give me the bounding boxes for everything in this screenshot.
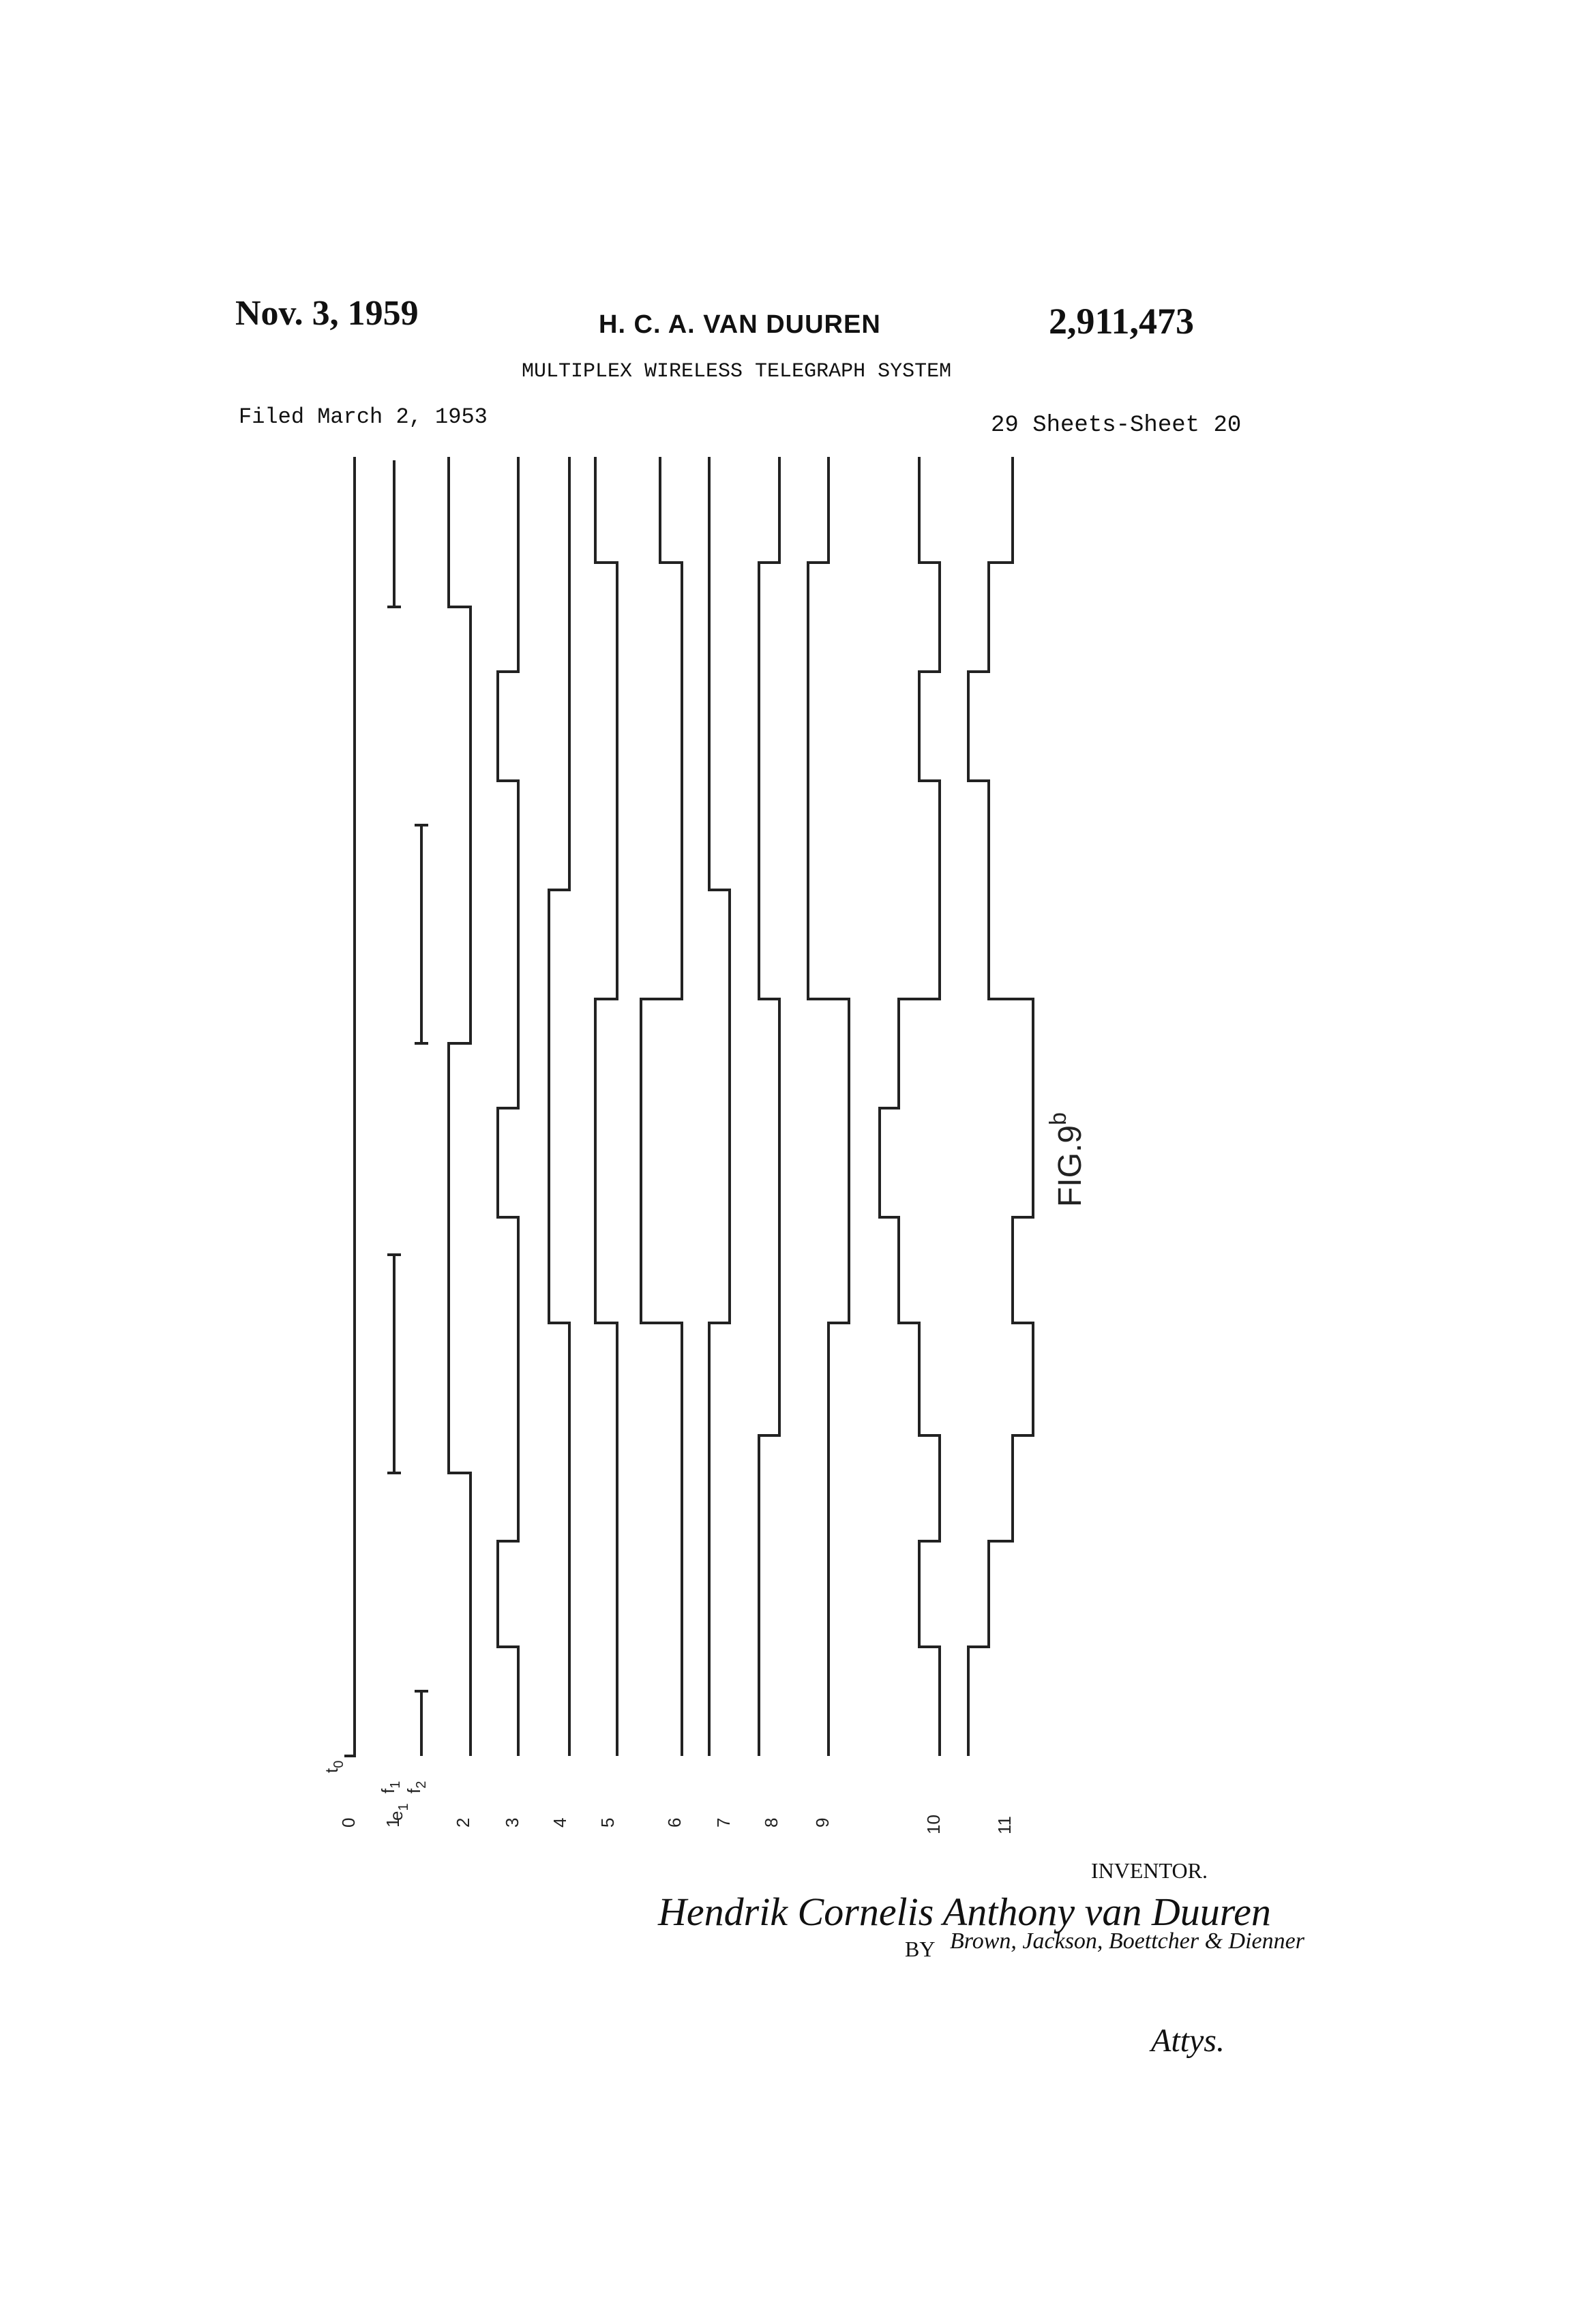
signal-line-7 [709,457,730,1756]
line-label-1: 1 [383,1817,403,1828]
attys-label: Attys. [1151,2023,1225,2059]
attorney-signature: Brown, Jackson, Boettcher & Dienner [950,1928,1304,1954]
line-label-6: 6 [664,1817,685,1828]
patent-date: Nov. 3, 1959 [235,294,419,333]
line-label-5: 5 [597,1817,618,1828]
line-number-labels [338,1815,1015,1834]
patent-number: 2,911,473 [1049,301,1195,342]
line-label-8: 8 [761,1817,781,1828]
signal-line-11 [968,457,1033,1756]
signal-line-1 [387,460,401,1473]
line-label-3: 3 [502,1817,522,1828]
f2-label: $f_2$ [404,1781,429,1793]
signal-line-4 [549,457,569,1756]
line-label-10: 10 [923,1815,944,1834]
signal-line-2 [449,457,471,1756]
line-label-0: 0 [338,1817,359,1828]
t0-label: $t_0$ [321,1760,346,1773]
line-label-11: 11 [994,1816,1015,1834]
filed-date: Filed March 2, 1953 [239,404,488,430]
signal-line-3 [498,457,518,1756]
signal-line-1b [415,825,428,1756]
by-label: BY [905,1937,936,1961]
signal-line-9 [808,457,849,1756]
line-label-4: 4 [550,1817,570,1828]
sheet-count: 29 Sheets-Sheet 20 [991,413,1242,438]
inventor-signature: Hendrik Cornelis Anthony van Duuren [658,1890,1271,1934]
figure-label: FIG.9$^b$ [1045,1112,1088,1207]
f1-label: $f_1$ [378,1781,403,1793]
signal-line-0 [344,457,355,1756]
line-label-9: 9 [812,1817,833,1828]
inventor-label: INVENTOR. [1091,1858,1208,1883]
inventor-name: H. C. A. VAN DUUREN [599,310,881,339]
patent-title: MULTIPLEX WIRELESS TELEGRAPH SYSTEM [522,360,952,383]
line-label-2: 2 [453,1817,473,1828]
signal-line-10 [880,457,940,1756]
line-label-7: 7 [713,1817,734,1828]
signal-line-5 [595,457,617,1756]
signal-line-6 [641,457,682,1756]
signal-line-8 [759,457,779,1756]
e1-label: $e_1$ [386,1803,411,1821]
